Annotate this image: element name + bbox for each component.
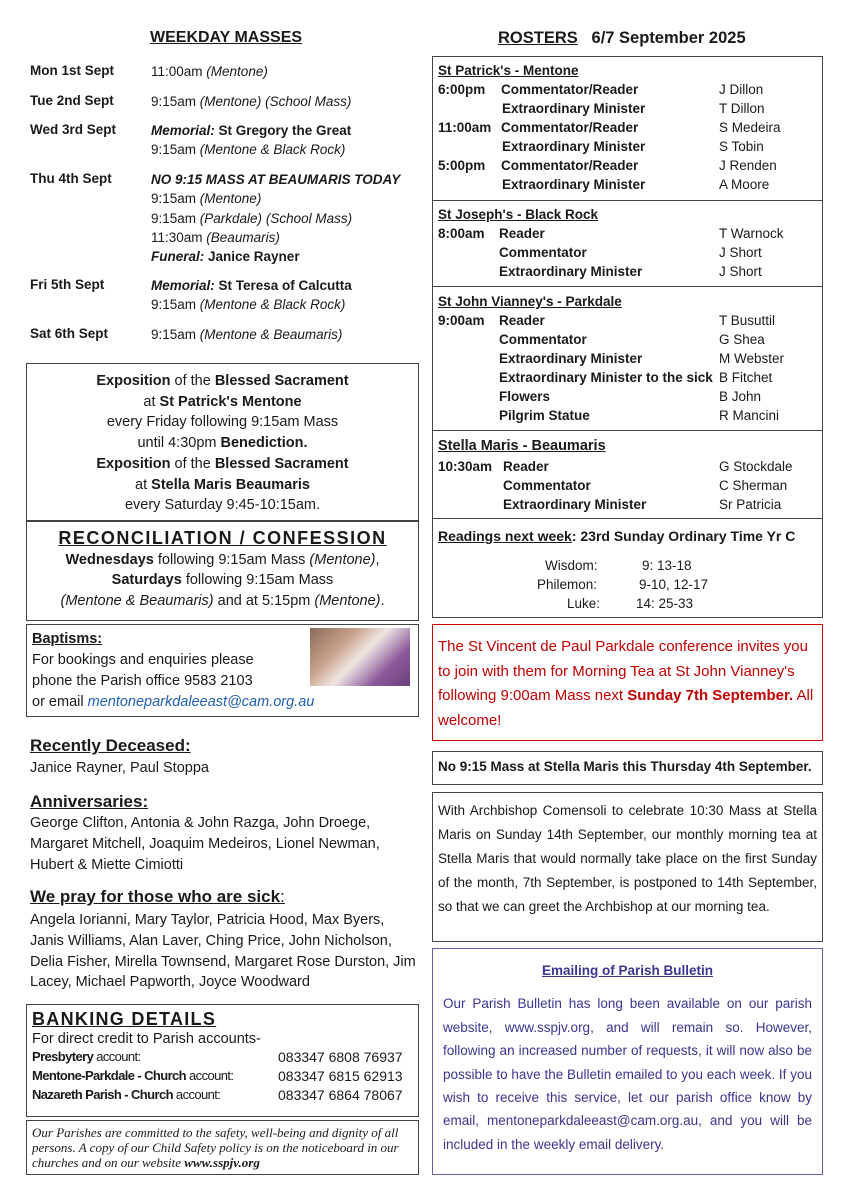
roster-st-josephs: St Joseph's - Black Rock 8:00am Reader T Warnock Commentator J Short Extraordinary Minister J Short (433, 201, 822, 287)
reading-book: Luke: (567, 596, 601, 611)
baptism-photo (310, 628, 410, 686)
mass-day: Thu 4th Sept (30, 171, 112, 186)
emailing-bulletin-box (432, 948, 823, 1175)
website-link[interactable]: www.sspjv.org (184, 1155, 260, 1170)
rosters-box (432, 56, 823, 618)
no-mass-notice: No 9:15 Mass at Stella Maris this Thursday 4th September. (432, 751, 823, 785)
mass-day: Sat 6th Sept (30, 326, 109, 341)
reading-ref: 14: 25-33 (636, 596, 694, 611)
anniversaries-text: George Clifton, Antonia & John Razga, John Droege, Margaret Mitchell, Joaquim Medeiros, Lionel Newman, Hubert & Miette Cimiotti (30, 815, 380, 873)
emailing-text: Our Parish Bulletin has long been available on our parish website, www.sspjv.org, and will remain so. However, following an increased number of requests, it will now also be possible to have the Bulletin emailed to you each week. If you wish to receive this service, let our parish office know by email, mentoneparkdaleeast@cam.org.au, and you will be included in the weekly email delivery. (443, 996, 812, 1152)
roster-stella-maris: Stella Maris - Beaumaris 10:30am Reader G Stockdale Commentator C Sherman Extraordinary Minister Sr Patricia (433, 431, 822, 519)
reading-book: Philemon: (537, 577, 598, 592)
banking-box (26, 1004, 419, 1117)
archbishop-notice: With Archbishop Comensoli to celebrate 10:30 Mass at Stella Maris on Sunday 14th September, our monthly morning tea at Stella Maris that would normally take place on the first Sunday of the month, 7th September, is postponed to 14th September, so that we can greet the Archbishop at our morning tea. (432, 792, 823, 942)
sick-title: We pray for those who are sick: (30, 887, 285, 906)
safety-notice: Our Parishes are committed to the safety, well-being and dignity of all persons. A copy of our Child Safety policy is on the noticeboard in our churches and on our website www.sspjv.org (26, 1120, 419, 1175)
deceased-title: Recently Deceased: (30, 736, 191, 755)
rosters-title: ROSTERS 6/7 September 2025 (498, 29, 746, 47)
reading-book: Wisdom: (545, 558, 598, 573)
roster-st-patricks: St Patrick's - Mentone 6:00pm Commentator/Reader J Dillon Extraordinary Minister T Dillon 11:00am Commentator/Reader S Medeira Extraordinary Minister S Tobin 5:00pm Commentator/Reader J Renden Extraordinary Minister A Moore (433, 57, 822, 201)
mass-detail: 9:15am (Mentone) (School Mass) (151, 94, 352, 109)
svdp-notice: The St Vincent de Paul Parkdale conference invites you to join with them for Morning Tea at St John Vianney's following 9:00am Mass next Sunday 7th September. All welcome! (432, 624, 823, 741)
mass-detail: NO 9:15 MASS AT BEAUMARIS TODAY 9:15am (Mentone) 9:15am (Parkdale) (School Mass) 11:30am (Beaumaris) Funeral: Janice Rayner (151, 172, 401, 265)
deceased-text: Janice Rayner, Paul Stoppa (30, 760, 209, 776)
weekday-masses-title: WEEKDAY MASSES (150, 29, 303, 46)
roster-st-john-vianney: St John Vianney's - Parkdale 9:00am Reader T Busuttil Commentator G Shea Extraordinary Minister M Webster Extraordinary Minister to the sick B Fitchet Flowers B John Pilgrim Statue R Mancini (433, 287, 822, 431)
sick-text: Angela Iorianni, Mary Taylor, Patricia Hood, Max Byers, Janis Williams, Alan Laver, Ching Price, John Nicholson, Delia Fisher, Mirella Townsend, Margaret Rose Durston, Jim Lacey, Michael Papworth, Joyce Woodward (30, 912, 416, 991)
banking-title: BANKING DETAILS (32, 1009, 217, 1029)
mass-day: Tue 2nd Sept (30, 93, 114, 108)
account-row: Presbytery account: 083347 6808 76937 (32, 1049, 403, 1065)
mass-detail: 11:00am (Mentone) (151, 64, 268, 79)
baptisms-title: Baptisms: (32, 631, 103, 647)
reading-ref: 9: 13-18 (642, 558, 692, 573)
account-row: Mentone-Parkdale - Church account: 083347 6815 62913 (32, 1068, 403, 1084)
mass-detail: Memorial: St Gregory the Great 9:15am (Mentone & Black Rock) (151, 123, 352, 158)
reconciliation-box: RECONCILIATION / CONFESSION Wednesdays following 9:15am Mass (Mentone), Saturdays following 9:15am Mass (Mentone & Beaumaris) and at 5:15pm (Mentone). (26, 521, 419, 621)
baptisms-box: Baptisms: For bookings and enquiries please phone the Parish office 9583 2103 or email mentoneparkdaleeast@cam.org.au (26, 624, 419, 717)
reconciliation-title: RECONCILIATION / CONFESSION (58, 528, 387, 548)
anniversaries-title: Anniversaries: (30, 792, 149, 811)
account-row: Nazareth Parish - Church account: 083347 6864 78067 (32, 1087, 403, 1103)
emailing-title: Emailing of Parish Bulletin (541, 963, 714, 978)
mass-day: Fri 5th Sept (30, 277, 105, 292)
reading-ref: 9-10, 12-17 (639, 577, 709, 592)
exposition-box: Exposition of the Blessed Sacrament at St Patrick's Mentone every Friday following 9:15am Mass until 4:30pm Benediction. Exposition of the Blessed Sacrament at Stella Maris Beaumaris every Saturday 9:45-10:15am. (26, 363, 419, 521)
mass-detail: 9:15am (Mentone & Beaumaris) (151, 327, 343, 342)
mass-day: Mon 1st Sept (30, 63, 115, 78)
mass-detail: Memorial: St Teresa of Calcutta 9:15am (Mentone & Black Rock) (151, 278, 352, 313)
readings-heading: Readings next week: 23rd Sunday Ordinary Time Yr C (438, 528, 796, 544)
mass-day: Wed 3rd Sept (30, 122, 117, 137)
banking-subtitle: For direct credit to Parish accounts- (32, 1031, 261, 1047)
baptisms-email-link[interactable]: mentoneparkdaleeast@cam.org.au (87, 694, 315, 710)
